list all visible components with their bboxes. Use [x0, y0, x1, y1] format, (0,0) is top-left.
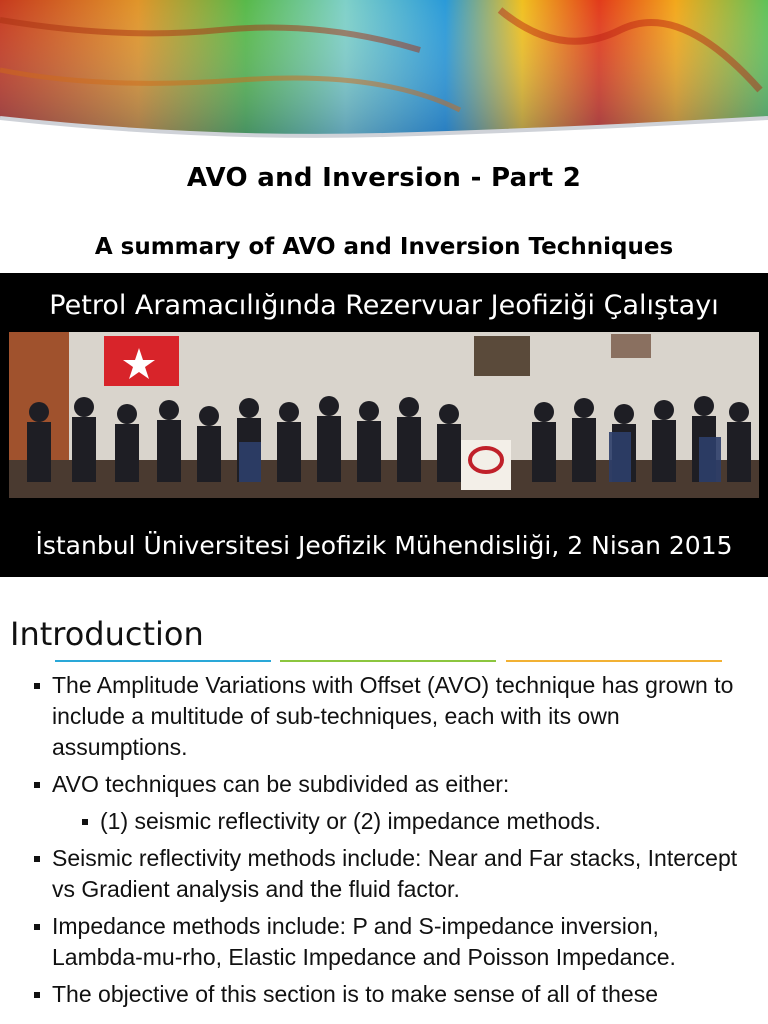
heading-rule-green [280, 660, 496, 662]
slide-subtitle: A summary of AVO and Inversion Techniques [94, 234, 674, 260]
photo-bottom-caption: İstanbul Üniversitesi Jeofizik Mühendisliği, 2 Nisan 2015 [35, 531, 733, 560]
bullet-item: AVO techniques can be subdivided as either: [30, 769, 750, 800]
workshop-photo-panel [0, 273, 768, 577]
heading-rule-blue [55, 660, 271, 662]
sub-bullet-item: (1) seismic reflectivity or (2) impedance methods. [78, 806, 750, 837]
seismic-banner-image [0, 0, 768, 165]
bullet-list [30, 670, 750, 1016]
bullet-item: The objective of this section is to make sense of all of these [30, 979, 750, 1010]
heading-rule-yellow [506, 660, 722, 662]
section-heading: Introduction [10, 615, 204, 653]
group-photo [9, 332, 759, 498]
photo-top-caption: Petrol Aramacılığında Rezervuar Jeofiziği Çalıştayı [49, 290, 719, 321]
bullet-item: Impedance methods include: P and S-impedance inversion, Lambda-mu-rho, Elastic Impedance and Poisson Impedance. [30, 911, 750, 973]
slide-title: AVO and Inversion - Part 2 [186, 163, 582, 193]
bullet-item: Seismic reflectivity methods include: Near and Far stacks, Intercept vs Gradient analysis and the fluid factor. [30, 843, 750, 905]
bullet-item: The Amplitude Variations with Offset (AVO) technique has grown to include a multitude of sub-techniques, each with its own assumptions. [30, 670, 750, 763]
